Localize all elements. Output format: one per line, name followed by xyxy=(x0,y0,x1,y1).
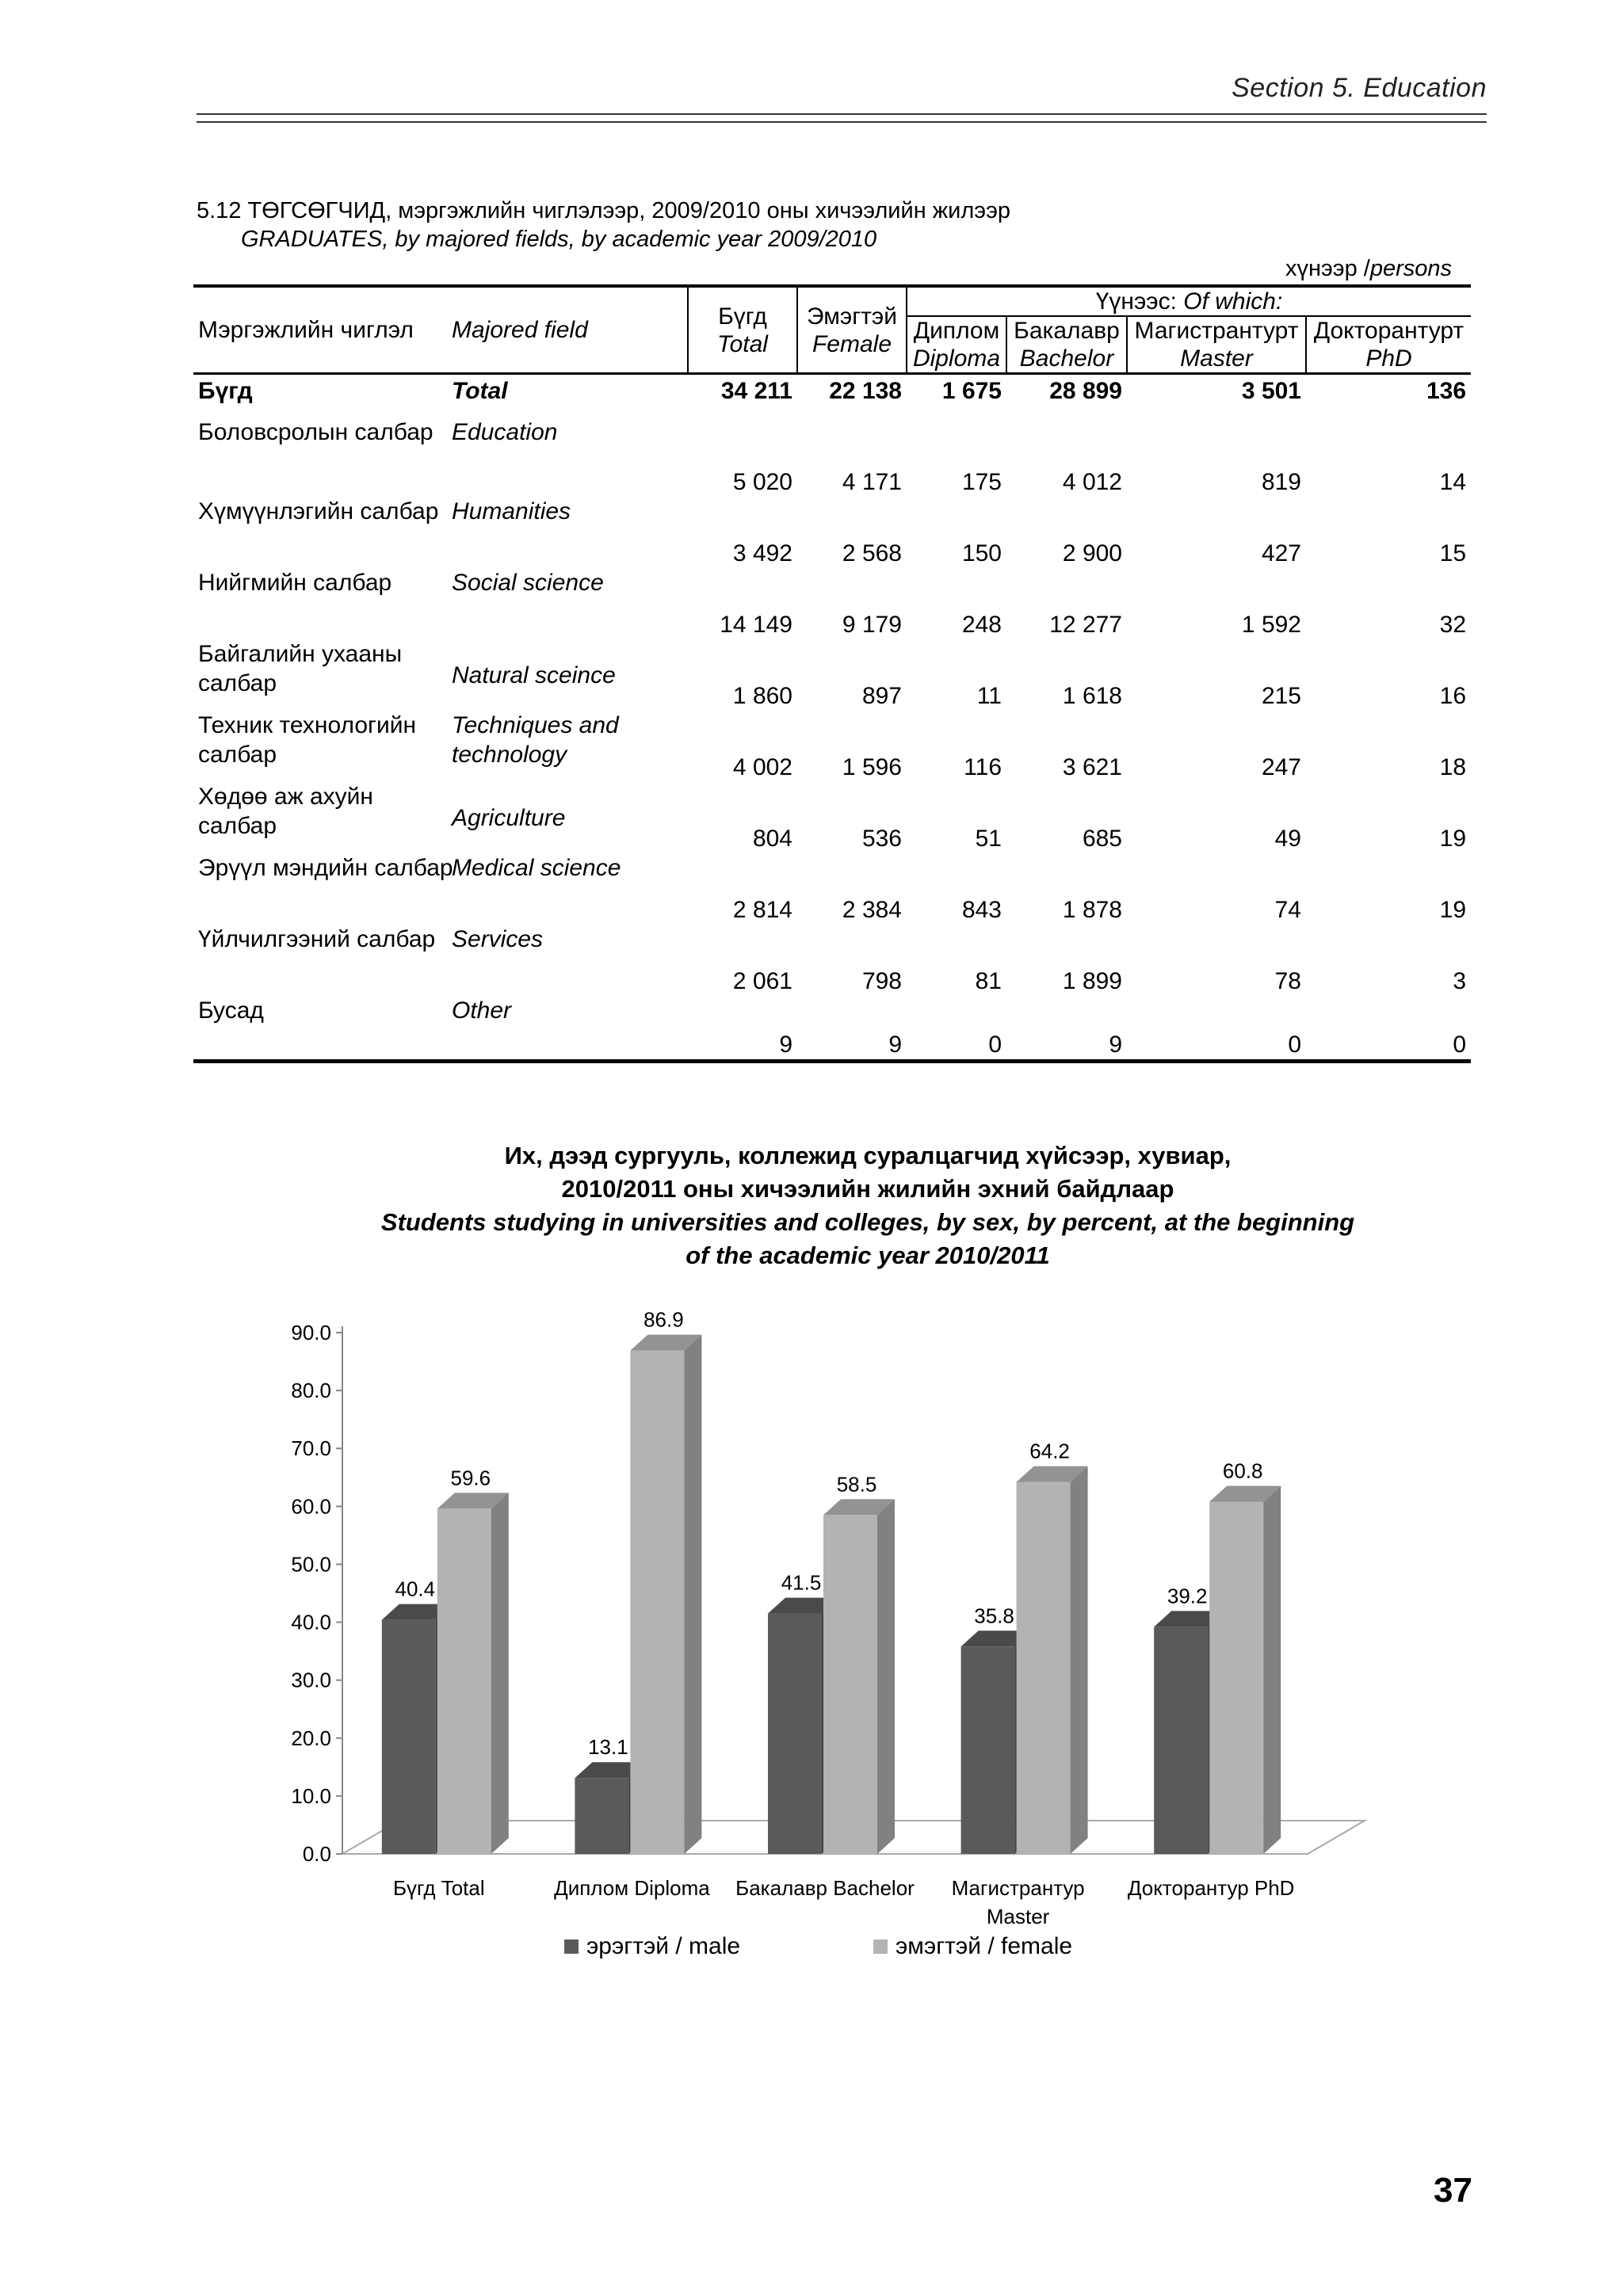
cell-master: 3 501 xyxy=(1127,374,1306,407)
col-total-en: Total xyxy=(717,330,768,357)
table-title-en: GRADUATES, by majored fields, by academic year 2009/2010 xyxy=(241,227,877,252)
legend-label: эмэгтэй / female xyxy=(896,1933,1073,1959)
row-label-mn: Боловсролын салбар xyxy=(198,419,433,445)
bar-front xyxy=(382,1620,436,1854)
bar-front xyxy=(1017,1482,1071,1854)
cell-phd: 14 xyxy=(1439,469,1467,495)
bar-front xyxy=(768,1614,822,1854)
cell-phd: 18 xyxy=(1439,754,1467,780)
cell-female: 1 596 xyxy=(842,754,902,780)
cell-total: 804 xyxy=(752,826,792,852)
cell-master: 0 xyxy=(1127,996,1306,1062)
cell-bachelor: 12 277 xyxy=(1049,612,1122,638)
row-label-mn: Байгалийн ухааны салбар xyxy=(198,641,403,696)
chart-title-line2: 2010/2011 оны хичээлийн жилийн эхний байдлаар xyxy=(561,1175,1174,1203)
y-tick-label: 90.0 xyxy=(291,1321,331,1344)
cell-phd: 3 xyxy=(1453,968,1467,994)
bar-side xyxy=(491,1493,509,1854)
table-title-mn: 5.12 ТӨГСӨГЧИД, мэргэжлийн чиглэлээр, 2009/2010 оны хичээлийн жилээр xyxy=(197,198,1011,223)
row-label-mn: Хүмүүнлэгийн салбар xyxy=(198,498,439,524)
cell-master: 247 xyxy=(1261,754,1301,780)
cell-master: 427 xyxy=(1261,540,1301,566)
data-label: 40.4 xyxy=(395,1577,436,1601)
cell-female: 798 xyxy=(861,968,902,994)
cell-master: 74 xyxy=(1274,897,1301,923)
y-tick-label: 30.0 xyxy=(291,1668,331,1692)
cell-total: 14 149 xyxy=(720,612,792,638)
legend-label: эрэгтэй / male xyxy=(586,1933,741,1959)
row-label-en: Education xyxy=(452,419,558,445)
cell-diploma: 248 xyxy=(961,612,1002,638)
cell-female: 4 171 xyxy=(842,469,902,495)
row-label-en: Social science xyxy=(452,570,604,596)
cell-diploma: 150 xyxy=(961,540,1002,566)
cell-phd: 32 xyxy=(1439,612,1467,638)
row-label-en: Natural sceince xyxy=(452,662,616,688)
cell-total: 3 492 xyxy=(732,540,792,566)
cell-total: 2 061 xyxy=(732,968,792,994)
cell-master: 819 xyxy=(1261,469,1301,495)
row-label-en: Agriculture xyxy=(452,804,566,831)
bar-side xyxy=(1263,1486,1281,1854)
legend-swatch xyxy=(564,1939,579,1954)
bar-front xyxy=(575,1778,628,1854)
units-en: persons xyxy=(1369,256,1452,281)
cell-female: 536 xyxy=(861,826,902,852)
data-label: 86.9 xyxy=(643,1307,684,1332)
of-which-mn: Үүнээс: xyxy=(1095,288,1184,315)
row-label-en: Services xyxy=(452,926,544,952)
legend-swatch xyxy=(873,1939,888,1954)
cell-phd: 0 xyxy=(1306,996,1471,1062)
row-label-mn: Нийгмийн салбар xyxy=(198,570,392,596)
chart-title-line3: Students studying in universities and colleges, by sex, by percent, at the beginning xyxy=(380,1208,1355,1236)
running-header: Section 5. Education xyxy=(1232,73,1487,103)
cell-phd: 15 xyxy=(1439,540,1467,566)
chart-title-line1: Их, дээд сургууль, коллежид суралцагчид хүйсээр, хувиар, xyxy=(504,1142,1232,1169)
of-which-en: Of which: xyxy=(1183,288,1283,315)
cell-diploma: 175 xyxy=(961,469,1002,495)
cell-diploma: 11 xyxy=(976,683,1002,709)
data-label: 59.6 xyxy=(450,1466,491,1490)
cell-phd: 16 xyxy=(1439,683,1467,709)
col-phd-mn: Докторантурт xyxy=(1306,316,1471,345)
cell-diploma: 0 xyxy=(907,996,1006,1062)
cell-female: 2 568 xyxy=(842,540,902,566)
cell-total: 4 002 xyxy=(732,754,792,780)
col-diploma-mn: Диплом xyxy=(907,316,1006,345)
cell-total: 5 020 xyxy=(732,469,792,495)
row-label-mn: Техник технологийн салбар xyxy=(198,712,417,768)
cell-bachelor: 1 878 xyxy=(1062,897,1122,923)
bar-front xyxy=(823,1515,877,1854)
data-label: 64.2 xyxy=(1029,1439,1070,1463)
data-label: 13.1 xyxy=(588,1735,628,1760)
row-label-mn: Хөдөө аж ахуйн салбар xyxy=(198,784,374,839)
col-master-mn: Магистрантурт xyxy=(1127,316,1306,345)
cell-female: 9 179 xyxy=(842,612,902,638)
data-label: 41.5 xyxy=(781,1570,822,1595)
row-label-mn: Бусад xyxy=(193,996,447,1062)
cell-diploma: 51 xyxy=(975,826,1002,852)
x-tick-label: Магистрантур xyxy=(951,1876,1085,1900)
row-label-en: Other xyxy=(447,996,688,1062)
y-tick-label: 50.0 xyxy=(291,1552,331,1577)
row-label-en: Humanities xyxy=(452,498,571,524)
units-mn: хүнээр / xyxy=(1285,256,1370,281)
y-tick-label: 60.0 xyxy=(291,1494,331,1519)
cell-phd: 19 xyxy=(1439,826,1467,852)
cell-bachelor: 1 618 xyxy=(1062,683,1122,709)
row-label-en: Total xyxy=(447,374,688,407)
cell-female: 9 xyxy=(797,996,907,1062)
col-master-en: Master xyxy=(1127,345,1306,374)
col-bachelor-en: Bachelor xyxy=(1006,345,1127,374)
cell-female: 897 xyxy=(861,683,902,709)
bar-front xyxy=(1209,1501,1263,1854)
row-label-en: Medical science xyxy=(452,855,621,881)
cell-diploma: 81 xyxy=(975,968,1002,994)
x-tick-label: Бүгд Total xyxy=(392,1876,485,1900)
cell-bachelor: 1 899 xyxy=(1062,968,1122,994)
cell-total: 34 211 xyxy=(688,374,797,407)
data-label: 60.8 xyxy=(1222,1459,1263,1483)
cell-bachelor: 9 xyxy=(1006,996,1127,1062)
y-tick-label: 20.0 xyxy=(291,1726,331,1750)
cell-bachelor: 2 900 xyxy=(1062,540,1122,566)
bar-front xyxy=(630,1351,684,1854)
data-label: 58.5 xyxy=(836,1472,877,1497)
chart-title-line4: of the academic year 2010/2011 xyxy=(685,1241,1050,1269)
col-diploma-en: Diploma xyxy=(907,345,1006,374)
cell-phd: 19 xyxy=(1439,897,1467,923)
cell-bachelor: 3 621 xyxy=(1062,754,1122,780)
row-label-mn: Бүгд xyxy=(193,374,447,407)
bar-front xyxy=(437,1508,491,1854)
cell-bachelor: 4 012 xyxy=(1062,469,1122,495)
y-tick-label: 0.0 xyxy=(302,1842,331,1866)
data-label: 39.2 xyxy=(1167,1584,1208,1608)
x-tick-label: Докторантур PhD xyxy=(1127,1876,1295,1900)
x-tick-label: Диплом Diploma xyxy=(554,1876,710,1900)
cell-total: 9 xyxy=(688,996,797,1062)
y-tick-label: 10.0 xyxy=(291,1783,331,1808)
col-female-en: Female xyxy=(812,330,892,357)
cell-master: 215 xyxy=(1261,683,1301,709)
bar-side xyxy=(1071,1466,1088,1854)
col-field-mn: Мэргэжлийн чиглэл xyxy=(193,286,447,374)
bar-side xyxy=(877,1499,895,1854)
cell-phd: 136 xyxy=(1306,374,1471,407)
x-tick-label: Master xyxy=(986,1905,1050,1928)
cell-female: 2 384 xyxy=(842,897,902,923)
row-label-mn: Үйлчилгээний салбар xyxy=(198,926,436,952)
cell-master: 78 xyxy=(1274,968,1301,994)
x-tick-label: Бакалавр Bachelor xyxy=(735,1876,915,1900)
cell-bachelor: 685 xyxy=(1082,826,1122,852)
cell-master: 1 592 xyxy=(1241,612,1301,638)
cell-bachelor: 28 899 xyxy=(1006,374,1127,407)
col-female-mn: Эмэгтэй xyxy=(807,303,897,330)
cell-total: 1 860 xyxy=(732,683,792,709)
col-phd-en: PhD xyxy=(1306,345,1471,374)
y-tick-label: 40.0 xyxy=(291,1610,331,1634)
bar-front xyxy=(961,1646,1015,1854)
cell-diploma: 116 xyxy=(964,754,1002,780)
y-tick-label: 80.0 xyxy=(291,1379,331,1403)
cell-master: 49 xyxy=(1274,826,1301,852)
col-total-mn: Бүгд xyxy=(718,303,767,330)
cell-female: 22 138 xyxy=(797,374,907,407)
cell-total: 2 814 xyxy=(732,897,792,923)
bar-front xyxy=(1154,1627,1208,1854)
col-field-en: Majored field xyxy=(447,286,688,374)
bar-side xyxy=(684,1335,701,1854)
page-number: 37 xyxy=(1434,2171,1472,2210)
data-label: 35.8 xyxy=(974,1604,1014,1628)
y-tick-label: 70.0 xyxy=(291,1436,331,1461)
row-label-en: Techniques and technology xyxy=(452,712,619,768)
col-bachelor-mn: Бакалавр xyxy=(1006,316,1127,345)
row-label-mn: Эрүүл мэндийн салбар xyxy=(198,855,453,881)
cell-diploma: 1 675 xyxy=(907,374,1006,407)
cell-diploma: 843 xyxy=(961,897,1002,923)
